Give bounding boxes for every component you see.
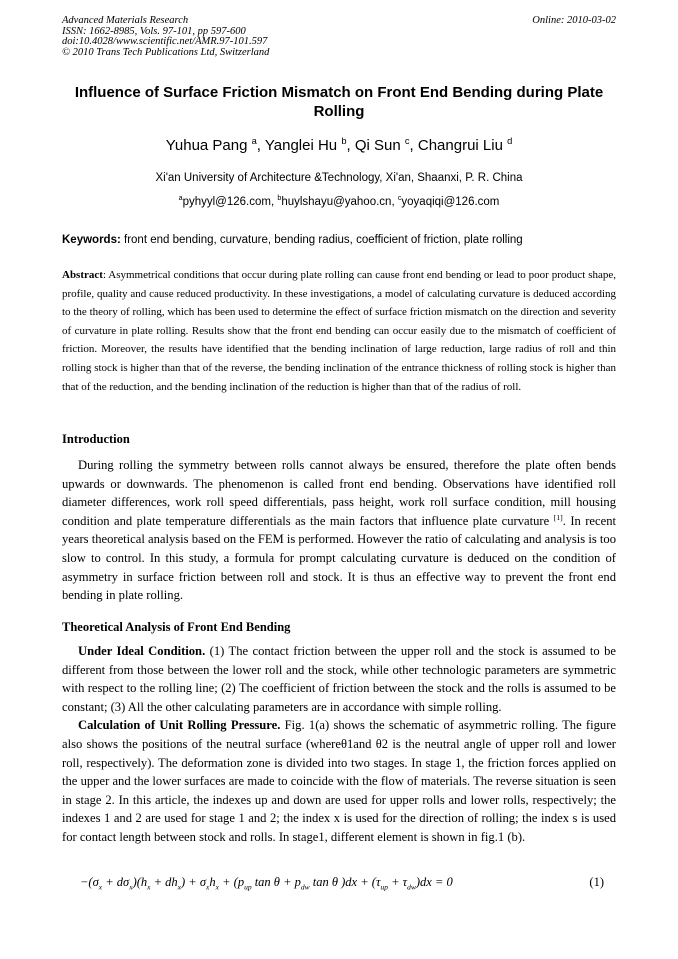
calc-text: Fig. 1(a) shows the schematic of asymmetric rolling. The figure also shows the positions of the neutral surface (whereθ1and θ2 is the neutral angle of upper roll and lower roll, respectively). The deformation zone is divided into two stages. In stage 1, the friction forces applied on the upper and the lower surfaces are made to coincide with the flow of materials. The reverse situation is seen in stage 2. In this article, the indexes up and down are used for upper rolls and lower rolls, respectively; the indexes 1 and 2 are used for stage 1 and 2; the index x is used for the direction of rolling; the index s is used for contact length between stock and rolls. In stage1, different element is shown in fig.1 (b). (62, 718, 617, 844)
introduction-text-b: . In recent years theoretical analysis based on the FEM is performed. However the ratio of calculating and analysis is too slow to control. In this study, a formula for prompt calculating curvature is deduced on the condition of asymmetry in surface friction between roll and stock. It is thus an effective way to prevent the front end bending in plate rolling. (62, 513, 616, 603)
author-sep: , (346, 137, 355, 154)
equation-number: (1) (589, 875, 604, 889)
email-sup: a (178, 194, 183, 203)
citation-ref[interactable]: [1] (553, 512, 563, 522)
author-name: Changrui Liu (417, 137, 503, 154)
doi: doi:10.4028/www.scientific.net/AMR.97-101.597 (62, 36, 268, 48)
equation-expression: $-(\sigma_x + d\sigma_x)(h_x + dh_x) + \sigma_xh_x + (p_{up}$ $\tan \theta + p_{dw}$ tan θ )$dx + (\tau_{up} + \tau_{dw})dx = 0$ (80, 875, 453, 892)
introduction-paragraph (62, 456, 616, 605)
author-sep: , (409, 137, 418, 154)
introduction-heading: Introduction (62, 432, 130, 446)
calc-paragraph (62, 716, 616, 846)
email-sep: , (270, 196, 278, 208)
theory-heading: Theoretical Analysis of Front End Bending (62, 620, 291, 634)
author-name: Yuhua Pang (165, 137, 248, 154)
issn: ISSN: 1662-8985, Vols. 97-101, pp 597-600 (62, 25, 246, 37)
ideal-condition-paragraph (62, 642, 616, 716)
keywords-label: Keywords: (62, 234, 121, 246)
author-name: Yanglei Hu (264, 137, 338, 154)
ideal-label: Under Ideal Condition. (78, 644, 206, 658)
email-address[interactable]: huylshayu@yahoo.cn (281, 196, 392, 208)
keywords (62, 234, 616, 246)
theory-body (62, 642, 616, 847)
calc-label: Calculation of Unit Rolling Pressure. (78, 718, 281, 733)
author-name: Qi Sun (354, 137, 401, 154)
email-sup: b (277, 194, 282, 203)
email-list (62, 196, 616, 208)
affiliation: Xi'an University of Architecture &Technology, Xi'an, Shaanxi, P. R. China (155, 172, 523, 184)
journal-header (62, 16, 616, 58)
author-sup: c (404, 136, 410, 146)
author-list (62, 136, 616, 156)
author-sup: d (507, 136, 513, 146)
keywords-text: front end bending, curvature, bending radius, coefficient of friction, plate rolling (124, 234, 523, 246)
online-date: Online: 2010-03-02 (532, 15, 616, 26)
introduction-body (62, 456, 616, 605)
email-address[interactable]: yoyaqiqi@126.com (401, 196, 500, 208)
paper-title: Influence of Surface Friction Mismatch on Front End Bending during Plate Rolling (74, 84, 604, 120)
author-sep: , (256, 137, 265, 154)
journal-name: Advanced Materials Research (62, 15, 189, 26)
email-address[interactable]: pyhyyl@126.com (182, 196, 271, 208)
email-sup: c (397, 194, 402, 203)
author-sup: b (341, 136, 347, 146)
copyright: © 2010 Trans Tech Publications Ltd, Switzerland (62, 46, 270, 58)
abstract-text: : Asymmetrical conditions that occur during plate rolling can cause front end bending or lead to poor product shape, profile, quality and cause reduced productivity. In these investigations, a model of calculating curvature is deduced according to the theory of rolling, which has been used to determine the effect of surface friction mismatch on the direction and severity of curvature in plate rolling. Results show that the front end bending can occur easily due to the mismatch of coefficient of friction. Moreover, the results have identified that the bending inclination of large reduction, large radius of roll and thin rolling stock is higher than that of the reverse, the bending inclination of the entrance thickness of rolling stock is higher than that of the reduction, and the bending inclination of the reduction is higher than that of the radius of roll. (62, 269, 616, 393)
ideal-text: (1) The contact friction between the upper roll and the stock is assumed to be different from those between the lower roll and the stock, while other technologic parameters are symmetric with respect to the rolling line; (2) The coefficient of friction between the stock and the rolls is assumed to be constant; (3) All the other calculating parameters are in accordance with simple rolling. (62, 644, 616, 714)
email-sep: , (391, 196, 398, 208)
introduction-text-a: During rolling the symmetry between rolls cannot always be ensured, therefore the plate often bends upwards or downwards. The phenomenon is called front end bending. Observations have identified roll diameter differences, work roll speed differentials, pass height, work roll surface condition, mill housing condition and plate temperature differentials as the main factors that influence plate curvature (62, 458, 616, 528)
abstract (62, 266, 616, 396)
author-sup: a (251, 136, 257, 146)
abstract-label: Abstract (62, 269, 103, 281)
